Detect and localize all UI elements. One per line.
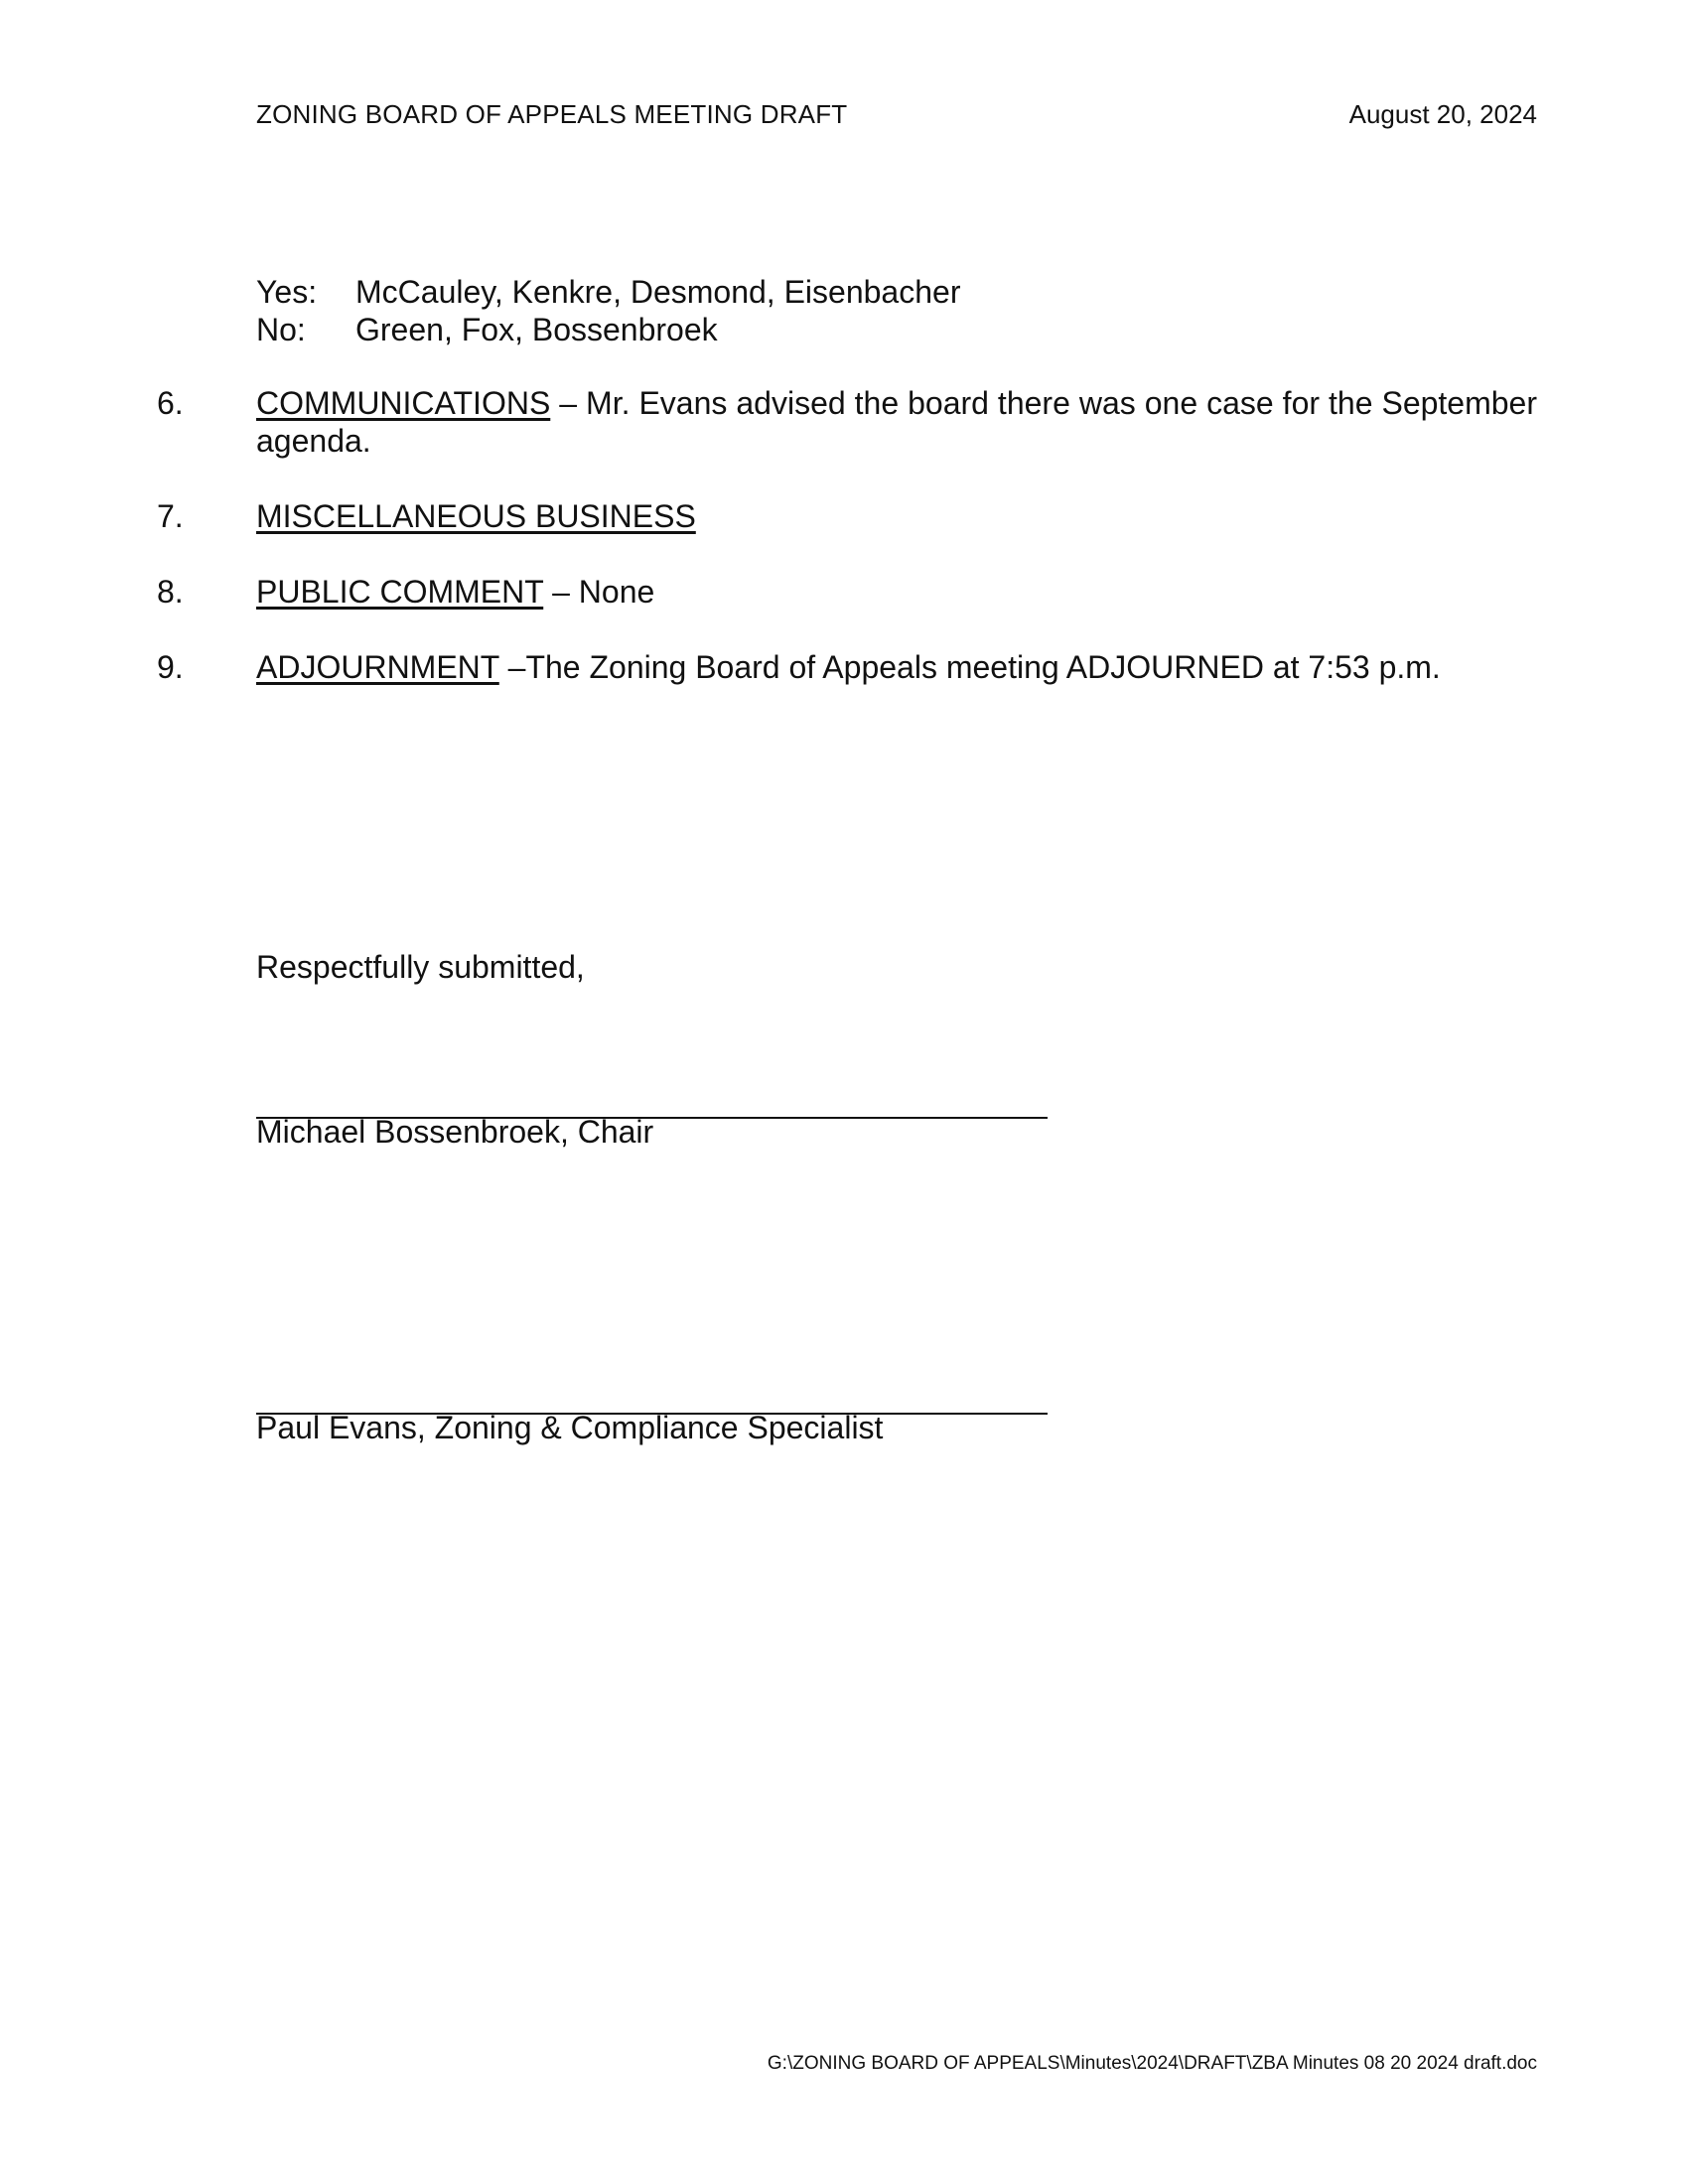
signature-name-chair: Michael Bossenbroek, Chair	[256, 1114, 654, 1150]
item-number: 8.	[157, 574, 184, 610]
meeting-date: August 20, 2024	[1348, 99, 1537, 129]
vote-no-names: Green, Fox, Bossenbroek	[355, 312, 718, 347]
vote-yes-label: Yes:	[256, 274, 318, 310]
document-title: ZONING BOARD OF APPEALS MEETING DRAFT	[256, 99, 848, 129]
item-number: 9.	[157, 649, 184, 685]
item-text: –The Zoning Board of Appeals meeting ADJOURNED at 7:53 p.m.	[498, 649, 1441, 685]
item-number: 6.	[157, 385, 184, 421]
vote-no-line	[256, 311, 718, 348]
item-heading: ADJOURNMENT	[256, 649, 499, 685]
footer-file-path: G:\ZONING BOARD OF APPEALS\Minutes\2024\DRAFT\ZBA Minutes 08 20 2024 draft.doc	[767, 2053, 1537, 2074]
item-text: – None	[543, 574, 655, 610]
item-body	[256, 648, 1537, 686]
closing-text: Respectfully submitted,	[256, 949, 585, 985]
signature-name-specialist: Paul Evans, Zoning & Compliance Specialist	[256, 1410, 884, 1445]
agenda-item-miscellaneous-business	[157, 497, 1537, 535]
item-text: – Mr. Evans advised the board there was one case for the September agenda.	[256, 385, 1537, 459]
vote-no-label: No:	[256, 312, 306, 347]
item-heading: MISCELLANEOUS BUSINESS	[256, 498, 696, 534]
item-heading: PUBLIC COMMENT	[256, 574, 544, 610]
item-body	[256, 573, 1537, 611]
item-body	[256, 384, 1537, 460]
agenda-item-public-comment	[157, 573, 1537, 611]
item-number: 7.	[157, 498, 184, 534]
agenda-item-communications	[157, 384, 1537, 460]
agenda-item-adjournment	[157, 648, 1537, 686]
item-body	[256, 497, 1537, 535]
vote-yes-names: McCauley, Kenkre, Desmond, Eisenbacher	[355, 274, 961, 310]
vote-yes-line	[256, 273, 960, 311]
item-heading: COMMUNICATIONS	[256, 385, 551, 421]
